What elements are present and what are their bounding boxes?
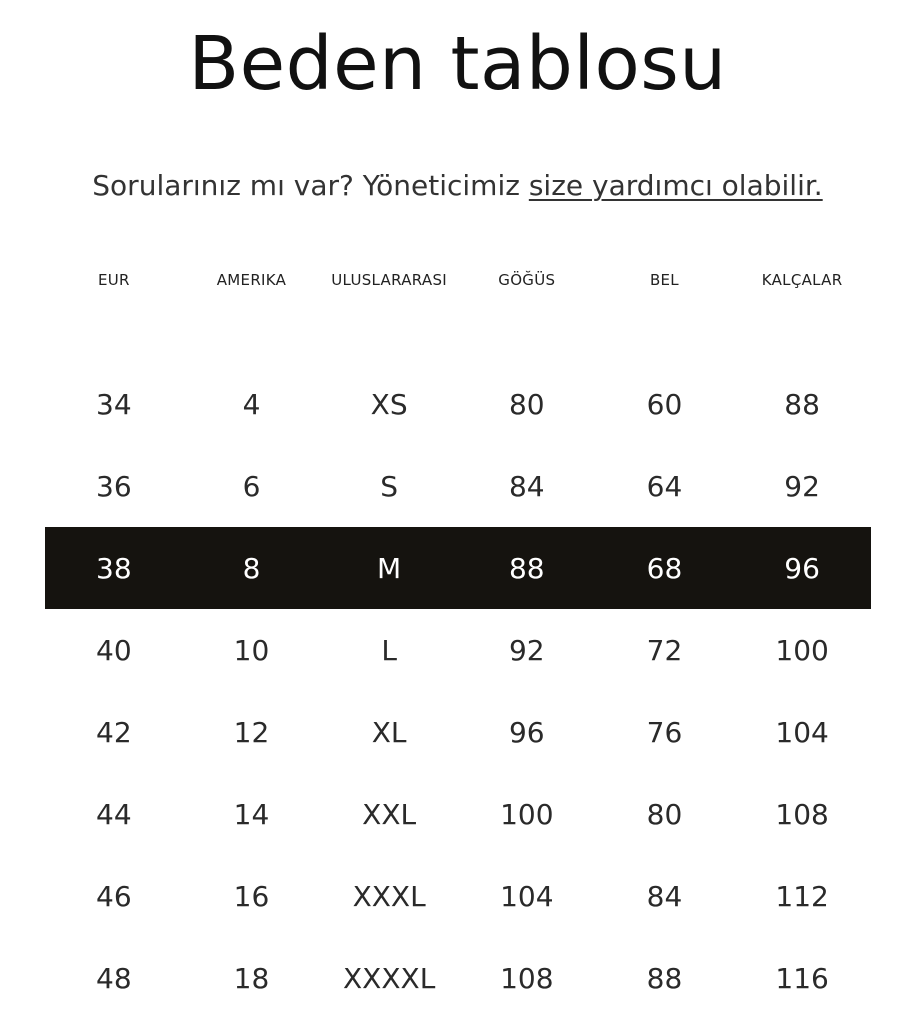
cell-gogus: 104 (500, 879, 554, 913)
table-header-row (45, 244, 871, 316)
cell-uluslararasi: XXL (362, 797, 417, 831)
cell-uluslararasi: XXXXL (342, 961, 436, 995)
cell-kalcalar: 108 (775, 797, 829, 831)
cell-uluslararasi: M (377, 551, 402, 585)
header-uluslararasi: ULUSLARARASI (331, 271, 448, 289)
help-text-label: Sorularınız mı var? Yöneticimiz (92, 169, 529, 202)
cell-gogus: 88 (508, 551, 545, 585)
table-row[interactable] (45, 363, 871, 445)
cell-bel: 84 (646, 879, 683, 913)
header-amerika: AMERIKA (216, 271, 287, 289)
table-row[interactable] (45, 855, 871, 937)
header-gogus: GÖĞÜS (498, 271, 556, 289)
cell-amerika: 18 (233, 961, 270, 995)
cell-gogus: 80 (508, 387, 545, 421)
cell-gogus: 100 (500, 797, 554, 831)
header-eur: EUR (97, 271, 130, 289)
table-body (45, 363, 871, 1019)
cell-eur: 38 (96, 551, 132, 585)
cell-bel: 72 (646, 633, 683, 667)
contact-manager-link[interactable]: size yardımcı olabilir. (528, 169, 823, 202)
table-row[interactable] (45, 609, 871, 691)
cell-eur: 34 (96, 387, 132, 421)
cell-gogus: 84 (508, 469, 545, 503)
cell-amerika: 4 (242, 387, 261, 421)
cell-eur: 46 (96, 879, 132, 913)
cell-gogus: 108 (500, 961, 554, 995)
cell-uluslararasi: XS (370, 387, 408, 421)
cell-amerika: 8 (242, 551, 261, 585)
cell-bel: 60 (646, 387, 683, 421)
cell-amerika: 10 (233, 633, 270, 667)
cell-gogus: 96 (508, 715, 545, 749)
cell-eur: 40 (96, 633, 132, 667)
cell-amerika: 14 (233, 797, 270, 831)
table-row[interactable] (45, 445, 871, 527)
header-kalcalar: KALÇALAR (761, 271, 843, 289)
cell-uluslararasi: XL (371, 715, 407, 749)
table-row[interactable] (45, 527, 871, 609)
cell-amerika: 6 (242, 469, 261, 503)
cell-gogus: 92 (508, 633, 545, 667)
help-text (0, 168, 915, 204)
table-row[interactable] (45, 691, 871, 773)
cell-uluslararasi: S (380, 469, 399, 503)
cell-kalcalar: 116 (775, 961, 829, 995)
cell-bel: 88 (646, 961, 683, 995)
cell-kalcalar: 88 (784, 387, 820, 421)
cell-bel: 76 (646, 715, 683, 749)
cell-uluslararasi: XXXL (352, 879, 426, 913)
cell-kalcalar: 100 (775, 633, 829, 667)
cell-eur: 42 (96, 715, 132, 749)
cell-kalcalar: 96 (784, 551, 820, 585)
cell-kalcalar: 92 (784, 469, 820, 503)
table-row[interactable] (45, 937, 871, 1019)
cell-kalcalar: 104 (775, 715, 829, 749)
cell-eur: 48 (96, 961, 132, 995)
cell-kalcalar: 112 (775, 879, 829, 913)
cell-amerika: 16 (233, 879, 270, 913)
size-table (45, 244, 871, 1019)
cell-bel: 80 (646, 797, 683, 831)
cell-eur: 36 (96, 469, 132, 503)
cell-eur: 44 (96, 797, 132, 831)
cell-uluslararasi: L (381, 633, 397, 667)
header-bel: BEL (649, 271, 679, 289)
page-title: Beden tablosu (188, 21, 727, 107)
cell-bel: 64 (646, 469, 683, 503)
cell-bel: 68 (646, 551, 683, 585)
cell-amerika: 12 (233, 715, 270, 749)
table-row[interactable] (45, 773, 871, 855)
